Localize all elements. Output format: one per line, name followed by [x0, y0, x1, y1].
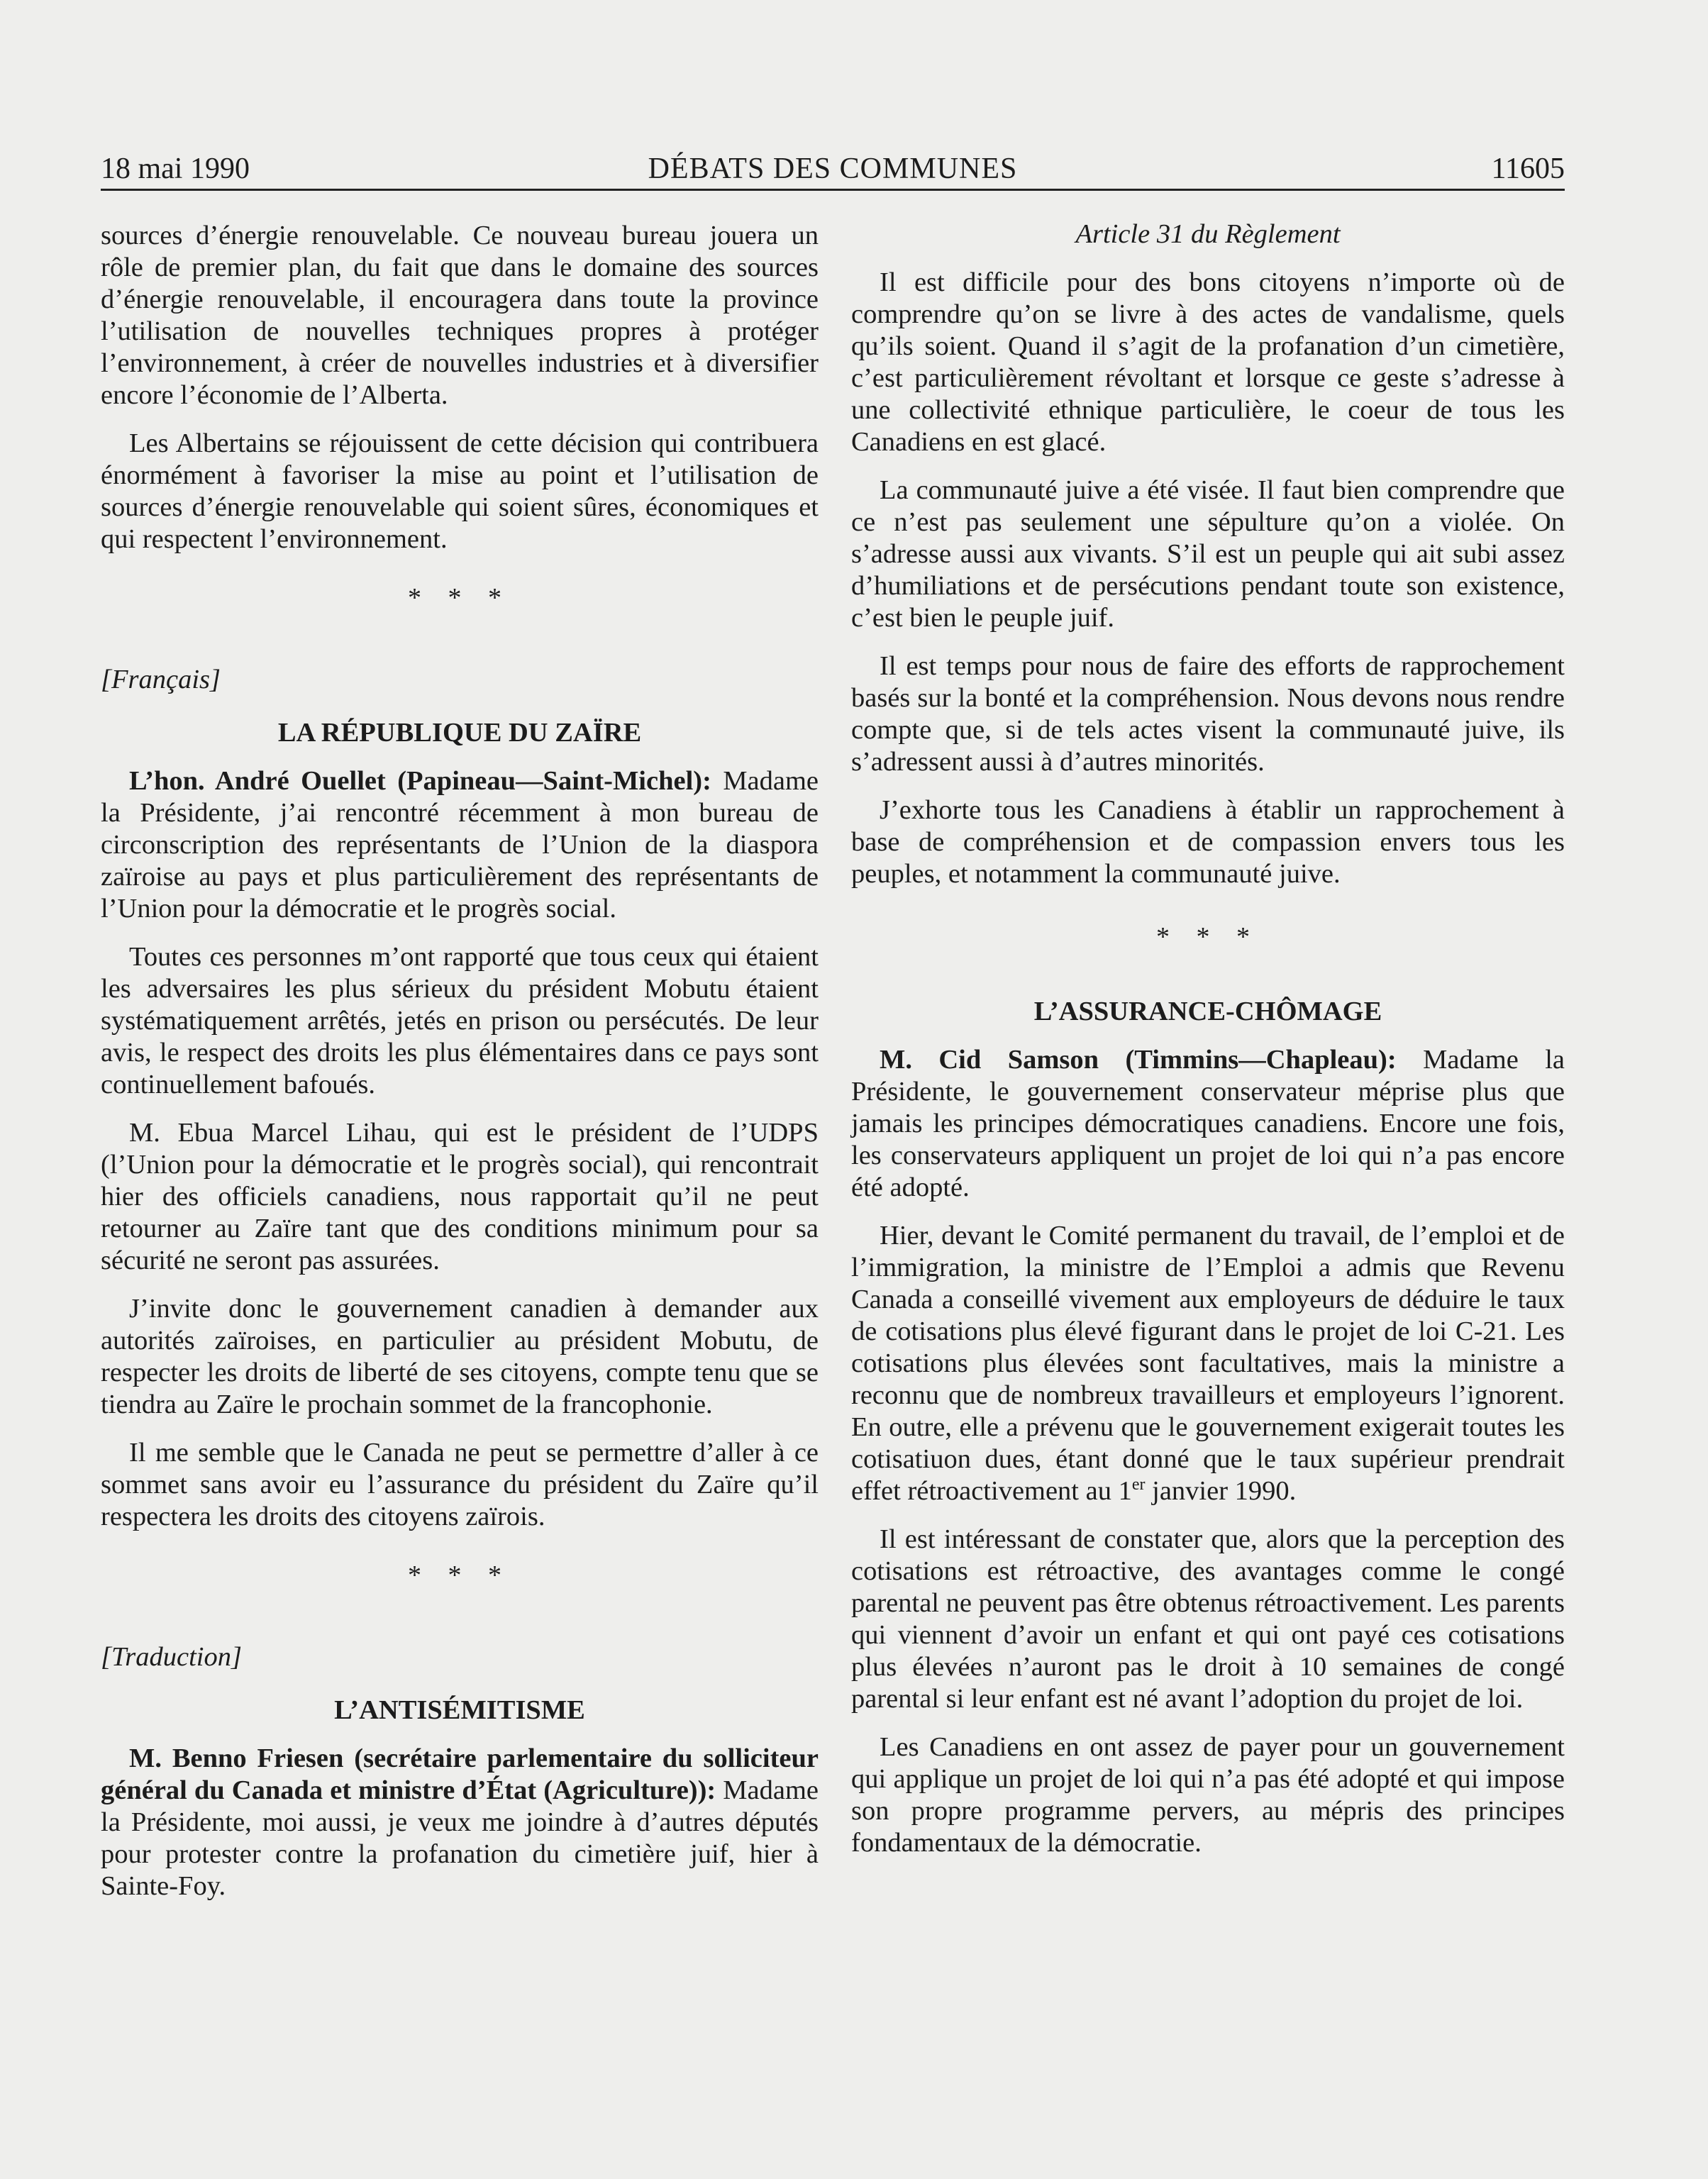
- header-date: 18 mai 1990: [101, 153, 250, 185]
- paragraph: Il me semble que le Canada ne peut se permettre d’aller à ce sommet sans avoir eu l’assurance du président du Zaïre qu’il respectera les droits des citoyens zaïrois.: [101, 1438, 819, 1531]
- left-column: [101, 220, 819, 1919]
- speech-paragraph: [101, 765, 819, 925]
- page-header: [101, 146, 1565, 191]
- right-column: [851, 220, 1565, 1875]
- section-separator: * * *: [408, 1560, 511, 1590]
- paragraph: [851, 1220, 1565, 1507]
- speech-paragraph: [851, 1044, 1565, 1204]
- speaker-name: M. Benno Friesen (secrétaire parlementaire du solliciteur général du Canada et ministre d’État (Agriculture)):: [101, 1743, 819, 1805]
- page-number: 11605: [1491, 153, 1565, 185]
- speech-text: Madame la Présidente, j’ai rencontré récemment à mon bureau de circonscription des représentants de l’Union de la diaspora zaïroise au pays et plus particulièrement des représentants de l’Union pour la démocratie et le progrès social.: [101, 766, 819, 924]
- section-separator: * * *: [1156, 922, 1260, 952]
- paragraph: Il est temps pour nous de faire des efforts de rapprochement basés sur la bonté et la compréhension. Nous devons nous rendre compte que, si de tels actes visent la communauté juive, ils s’adressent aussi à d’autres minorités.: [851, 651, 1565, 777]
- section-heading: L’ANTISÉMITISME: [334, 1695, 585, 1725]
- paragraph-text: janvier 1990.: [1145, 1476, 1297, 1506]
- paragraph-text: Hier, devant le Comité permanent du travail, de l’emploi et de l’immigration, la ministre de l’Emploi a admis que Revenu Canada a conseillé vivement aux employeurs de déduire le taux de cotisations plus élevé figurant dans le projet de loi C-21. Les cotisations plus élevées sont facultatives, mais la ministre a reconnu que de nombreux travailleurs et employeurs l’ignorent. En outre, elle a prévenu que le gouvernement exigerait toutes les cotisatiuon dues, étant donné que le taux supérieur prendrait effet rétroactivement au 1: [851, 1221, 1565, 1506]
- header-title: DÉBATS DES COMMUNES: [648, 153, 1018, 185]
- speaker-name: M. Cid Samson (Timmins—Chapleau):: [880, 1045, 1397, 1075]
- paragraph: La communauté juive a été visée. Il faut bien comprendre que ce n’est pas seulement une sépulture qu’on a violée. On s’adresse aussi aux vivants. S’il est un peuple qui ait subi assez d’humiliations et de persécutions pendant toute son existence, c’est bien le peuple juif.: [851, 475, 1565, 633]
- speaker-name: L’hon. André Ouellet (Papineau—Saint-Michel):: [129, 766, 711, 796]
- paragraph: Toutes ces personnes m’ont rapporté que tous ceux qui étaient les adversaires les plus sérieux du président Mobutu étaient systématiquement arrêtés, jetés en prison ou persécutés. De leur avis, le respect des droits les plus élémentaires dans ce pays sont continuellement bafoués.: [101, 942, 819, 1099]
- paragraph: Il est difficile pour des bons citoyens n’importe où de comprendre qu’on se livre à des actes de vandalisme, quels qu’ils soient. Quand il s’agit de la profanation d’un cimetière, c’est particulièrement révoltant et lorsque ce geste s’adresse à une collectivité ethnique particulière, le coeur de tous les Canadiens en est glacé.: [851, 267, 1565, 457]
- section-heading: L’ASSURANCE-CHÔMAGE: [1033, 997, 1382, 1026]
- language-label: [Français]: [101, 665, 221, 694]
- paragraph: J’exhorte tous les Canadiens à établir un rapprochement à base de compréhension et de compassion envers tous les peuples, et notamment la communauté juive.: [851, 795, 1565, 889]
- speech-paragraph: [101, 1743, 819, 1902]
- paragraph: Les Canadiens en ont assez de payer pour un gouvernement qui applique un projet de loi qui n’a pas été adopté et qui impose son propre programme pervers, au mépris des principes fondamentaux de la démocratie.: [851, 1732, 1565, 1858]
- paragraph: Il est intéressant de constater que, alors que la perception des cotisations est rétroactive, des avantages comme le congé parental ne peuvent pas être obtenus rétroactivement. Les parents qui viennent d’avoir un enfant et qui ont payé ces cotisations plus élevées n’auront pas le droit à 10 semaines de congé parental si leur enfant est né avant l’adoption du projet de loi.: [851, 1524, 1565, 1714]
- ordinal-superscript: er: [1131, 1475, 1146, 1495]
- section-heading: LA RÉPUBLIQUE DU ZAÏRE: [277, 718, 642, 748]
- paragraph: J’invite donc le gouvernement canadien à demander aux autorités zaïroises, en particulier au président Mobutu, de respecter les droits de liberté de ses citoyens, compte tenu que se tiendra au Zaïre le prochain sommet de la francophonie.: [101, 1294, 819, 1419]
- section-separator: * * *: [408, 583, 511, 613]
- speech-text: Madame la Présidente, moi aussi, je veux me joindre à d’autres députés pour protester contre la profanation du cimetière juif, hier à Sainte-Foy.: [101, 1775, 819, 1901]
- paragraph: Les Albertains se réjouissent de cette décision qui contribuera énormément à favoriser la mise au point et l’utilisation de sources d’énergie renouvelable qui soient sûres, économiques et qui respectent l’environnement.: [101, 428, 819, 554]
- speech-text: Madame la Présidente, le gouvernement conservateur méprise plus que jamais les principes démocratiques canadiens. Encore une fois, les conservateurs appliquent un projet de loi qui n’a pas encore été adopté.: [851, 1045, 1565, 1202]
- language-label: [Traduction]: [101, 1642, 242, 1672]
- article-label: Article 31 du Règlement: [1075, 219, 1341, 249]
- paragraph: sources d’énergie renouvelable. Ce nouveau bureau jouera un rôle de premier plan, du fait que dans le domaine des sources d’énergie renouvelable, il encouragera dans toute la province l’utilisation de nouvelles techniques propres à protéger l’environnement, à créer de nouvelles industries et à diversifier encore l’économie de l’Alberta.: [101, 221, 819, 410]
- paragraph: M. Ebua Marcel Lihau, qui est le président de l’UDPS (l’Union pour la démocratie et le progrès social), qui rencontrait hier des officiels canadiens, nous rapportait qu’il ne peut retourner au Zaïre tant que des conditions minimum pour sa sécurité ne seront pas assurées.: [101, 1118, 819, 1275]
